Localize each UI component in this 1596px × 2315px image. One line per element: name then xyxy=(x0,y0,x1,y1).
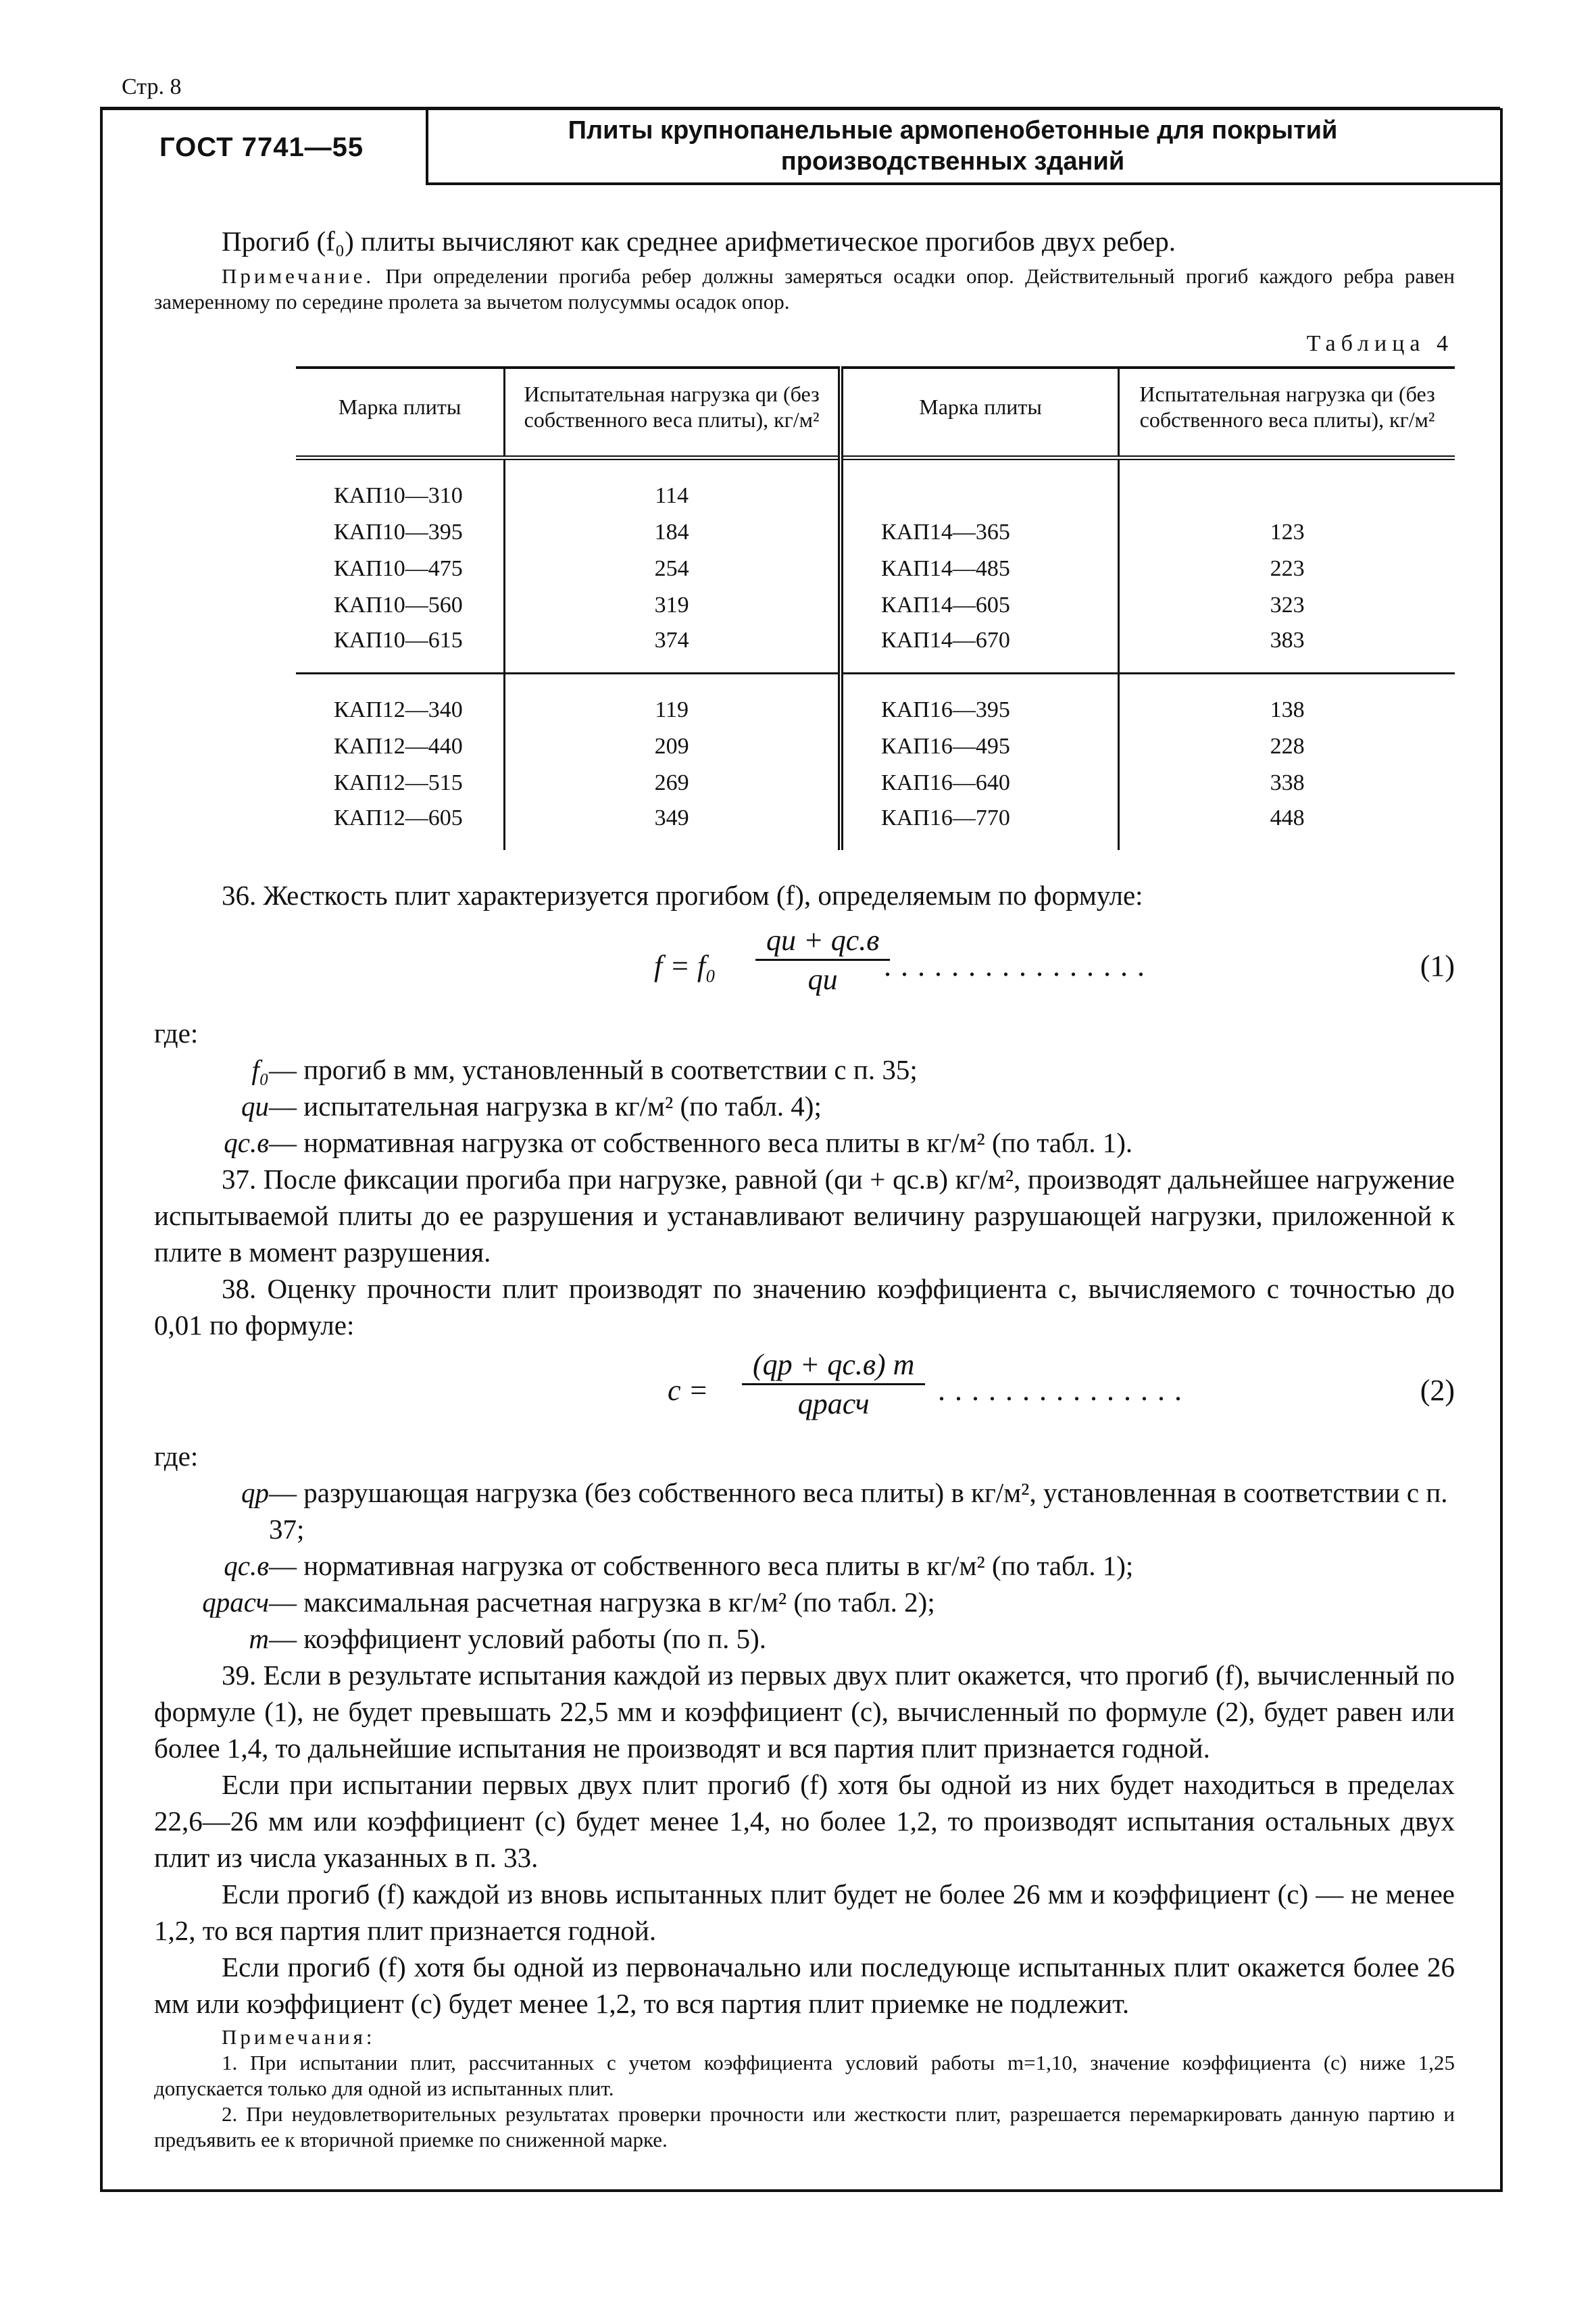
formula-1-leader-dots: ................ xyxy=(884,949,1154,982)
table-gap xyxy=(296,674,1455,692)
table-row xyxy=(296,624,1455,674)
table-cell-load: 338 xyxy=(1270,770,1305,795)
table-4 xyxy=(296,366,1455,850)
definition-symbol: qс.в xyxy=(224,1550,269,1581)
definitions-1 xyxy=(154,1051,1455,1161)
table-cell-load: 319 xyxy=(505,587,841,624)
fraction-bar xyxy=(742,1383,925,1385)
table-cell-mark: КАП12—515 xyxy=(296,765,505,801)
header-mark-2: Марка плиты xyxy=(841,368,1119,458)
note-item: 2. При неудовлетворительных результатах проверки прочности или жесткости плит, разрешается перемаркировать данную партию и предъявить ее к вторичной приемке по сниженной марке. xyxy=(154,2102,1455,2151)
fraction-bar xyxy=(755,959,890,961)
formula-1 xyxy=(154,914,1455,1015)
table-cell-load: 228 xyxy=(1270,734,1305,759)
note-1-text: При определении прогиба ребер должны замеряться осадки опор. Действительный прогиб каждого ребра равен замеренному по середине пролета за вычетом полусуммы осадок опор. xyxy=(154,264,1455,314)
note-1 xyxy=(154,264,1455,315)
table-cell-mark: КАП10—310 xyxy=(296,478,505,514)
table-cell-load: 448 xyxy=(1270,805,1305,830)
definition-text: — нормативная нагрузка от собственного веса плиты в кг/м² (по табл. 1); xyxy=(269,1550,1134,1581)
standard-title xyxy=(446,115,1460,177)
standard-code: ГОСТ 7741—55 xyxy=(159,132,364,162)
table-cell-load: 119 xyxy=(505,692,841,728)
table-cell-load: 123 xyxy=(1270,520,1305,545)
table-cell-mark: КАП12—605 xyxy=(296,801,505,850)
table-cell-mark: КАП14—365 xyxy=(841,514,1119,551)
table-cell-load: 383 xyxy=(1270,628,1305,653)
definition-text: — коэффициент условий работы (по п. 5). xyxy=(269,1623,767,1654)
header-divider xyxy=(426,109,428,184)
table-cell-load: 254 xyxy=(505,551,841,587)
table-row xyxy=(296,765,1455,801)
table-cell-mark: КАП10—475 xyxy=(296,551,505,587)
formula-1-numerator: qи + qс.в xyxy=(766,924,880,957)
table-cell-load: 184 xyxy=(505,514,841,551)
table-cell-load: 269 xyxy=(505,765,841,801)
table-caption: Таблица 4 xyxy=(1306,331,1453,356)
where-label-2: где: xyxy=(154,1441,199,1472)
table-row xyxy=(296,587,1455,624)
table-cell-mark: КАП14—485 xyxy=(841,551,1119,587)
table-header-row xyxy=(296,368,1455,458)
standard-title-line2: производственных зданий xyxy=(780,147,1125,176)
definition-symbol: f₀ xyxy=(251,1054,269,1085)
formula-1-number: (1) xyxy=(1420,949,1455,982)
header-rule xyxy=(426,182,1500,185)
paragraph-39-c: Если прогиб (f) каждой из вновь испытанных плит будет не более 26 мм и коэффициент (c) — не менее 1,2, то вся партия плит признается годной. xyxy=(154,1878,1455,1946)
table-cell-load: 223 xyxy=(1270,556,1305,581)
table-gap xyxy=(296,458,1455,478)
table-row xyxy=(296,478,1455,514)
table-cell-mark: КАП16—395 xyxy=(841,692,1119,728)
paragraph-39-b: Если при испытании первых двух плит прогиб (f) хотя бы одной из них будет находиться в пределах 22,6—26 мм или коэффициент (c) будет менее 1,4, но более 1,2, то производят испытания остальных двух плит из числа указанных в п. 33. xyxy=(154,1769,1455,1873)
definition-text: — нормативная нагрузка от собственного веса плиты в кг/м² (по табл. 1). xyxy=(269,1127,1133,1158)
table-row xyxy=(296,514,1455,551)
table-cell-mark: КАП14—670 xyxy=(841,624,1119,674)
definition-symbol: qи xyxy=(241,1091,269,1122)
table-cell-mark: КАП10—615 xyxy=(296,624,505,674)
intro-paragraph: Прогиб (f₀) плиты вычисляют как среднее арифметическое прогибов двух ребер. xyxy=(222,226,1176,257)
formula-2-numerator: (qр + qс.в) m xyxy=(753,1348,915,1381)
table-cell-load xyxy=(1119,478,1455,514)
formula-2 xyxy=(154,1343,1455,1438)
page-content xyxy=(154,223,1455,2153)
table-cell-load: 323 xyxy=(1270,593,1305,618)
frame-top-rule xyxy=(100,107,1500,110)
table-cell-load: 209 xyxy=(505,728,841,765)
formula-2-fraction xyxy=(742,1347,925,1421)
note-1-label: Примечание. xyxy=(222,264,375,288)
definition-row xyxy=(195,1474,1455,1547)
paragraph-39-d: Если прогиб (f) хотя бы одной из первоначально или последующе испытанных плит окажется более 26 мм или коэффициент (c) будет менее 1,2, то вся партия плит приемке не подлежит. xyxy=(154,1951,1455,2019)
table-cell-load: 138 xyxy=(1270,697,1305,722)
table-cell-mark: КАП10—395 xyxy=(296,514,505,551)
definition-row xyxy=(215,1124,1455,1161)
formula-2-denominator: qрасч xyxy=(797,1387,870,1420)
table-cell-mark: КАП16—640 xyxy=(841,765,1119,801)
definition-symbol: qрасч xyxy=(202,1587,269,1618)
table-cell-mark: КАП12—440 xyxy=(296,728,505,765)
table-row xyxy=(296,551,1455,587)
paragraph-36: 36. Жесткость плит характеризуется прогибом (f), определяемым по формуле: xyxy=(222,880,1143,911)
notes-label: Примечания: xyxy=(222,2025,376,2049)
header-load-2: Испытательная нагрузка qи (без собственного веса плиты), кг/м² xyxy=(1119,368,1455,458)
table-row xyxy=(296,728,1455,765)
formula-1-fraction xyxy=(755,923,890,997)
formula-1-lhs: f = f₀ xyxy=(654,949,716,982)
paragraph-39: 39. Если в результате испытания каждой из первых двух плит окажется, что прогиб (f), вычисленный по формуле (1), не будет превышать 22,5 мм и коэффициент (c), вычисленный по формуле (2), будет равен или более 1,4, то дальнейшие испытания не производят и вся партия плит признается годной. xyxy=(154,1660,1455,1764)
table-cell-load: 349 xyxy=(505,801,841,850)
paragraph-37: 37. После фиксации прогиба при нагрузке, равной (qи + qс.в) кг/м², производят дальнейшее нагружение испытываемой плиты до ее разрушения и устанавливают величину разрушающей нагрузки, приложенной к плите в момент разрушения. xyxy=(154,1164,1455,1268)
table-cell-mark: КАП16—495 xyxy=(841,728,1119,765)
definition-row xyxy=(195,1620,1455,1657)
definition-row xyxy=(215,1051,1455,1088)
definition-text: — прогиб в мм, установленный в соответствии с п. 35; xyxy=(269,1054,918,1085)
table-cell-mark: КАП12—340 xyxy=(296,692,505,728)
formula-2-lhs: c = xyxy=(668,1374,709,1407)
definition-text: — испытательная нагрузка в кг/м² (по табл. 4); xyxy=(269,1091,822,1122)
definition-text: — максимальная расчетная нагрузка в кг/м² (по табл. 2); xyxy=(269,1587,935,1618)
table-cell-mark: КАП14—605 xyxy=(841,587,1119,624)
definition-text: — разрушающая нагрузка (без собственного веса плиты) в кг/м², установленная в соответствии с п. 37; xyxy=(269,1477,1448,1545)
table-row xyxy=(296,801,1455,850)
table-cell-load: 374 xyxy=(505,624,841,674)
definition-row xyxy=(215,1088,1455,1124)
table-row xyxy=(296,692,1455,728)
definition-symbol: qр xyxy=(241,1477,269,1508)
where-label-1: где: xyxy=(154,1018,199,1049)
definition-row xyxy=(195,1547,1455,1584)
formula-2-number: (2) xyxy=(1420,1374,1455,1407)
table-cell-mark: КАП16—770 xyxy=(841,801,1119,850)
definition-row xyxy=(195,1584,1455,1620)
standard-title-line1: Плиты крупнопанельные армопенобетонные для покрытий xyxy=(568,116,1338,145)
formula-1-denominator: qи xyxy=(807,963,838,996)
definitions-2 xyxy=(154,1474,1455,1657)
paragraph-38: 38. Оценку прочности плит производят по значению коэффициента c, вычисляемого с точностью до 0,01 по формуле: xyxy=(154,1273,1455,1341)
table-cell-mark: КАП10—560 xyxy=(296,587,505,624)
table-cell-load: 114 xyxy=(505,478,841,514)
formula-2-leader-dots: ............... xyxy=(938,1374,1191,1407)
definition-symbol: qс.в xyxy=(224,1127,269,1158)
note-item: 1. При испытании плит, рассчитанных с учетом коэффициента условий работы m=1,10, значение коэффициента (c) ниже 1,25 допускается только для одной из испытанных плит. xyxy=(154,2051,1455,2100)
definition-symbol: m xyxy=(249,1623,269,1654)
header-mark-1: Марка плиты xyxy=(296,368,505,458)
page-number: Стр. 8 xyxy=(122,74,182,99)
table-cell-mark xyxy=(841,478,1119,514)
header-load-1: Испытательная нагрузка qи (без собственного веса плиты), кг/м² xyxy=(505,368,841,458)
